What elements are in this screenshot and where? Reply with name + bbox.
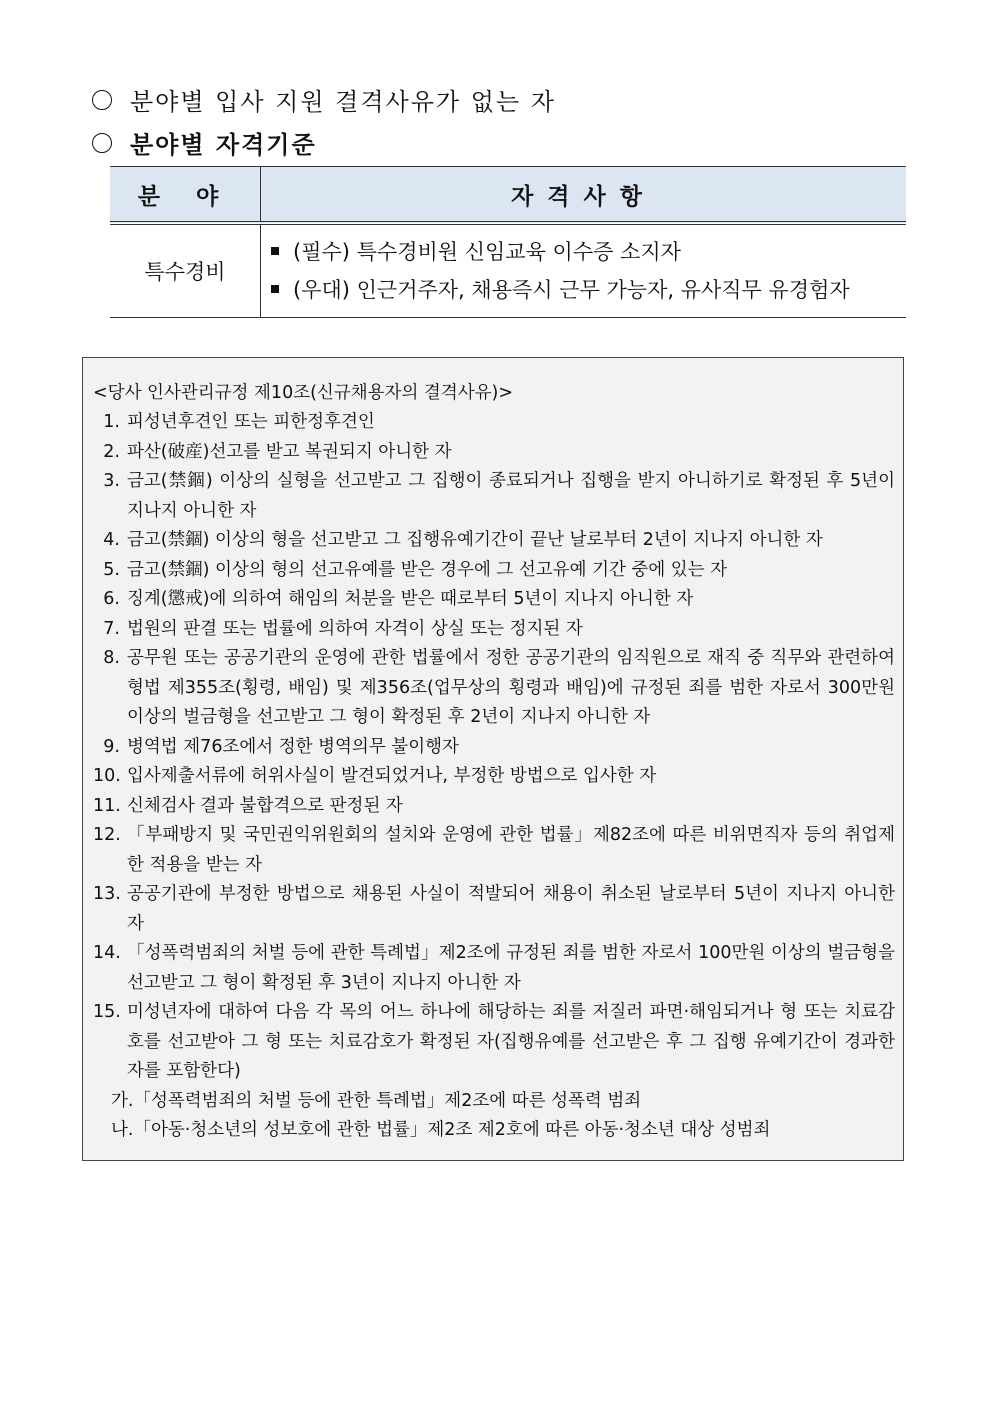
qualification-table: [110, 166, 906, 318]
regulation-item: 5. 금고(禁錮) 이상의 형의 선고유예를 받은 경우에 그 선고유예 기간 중에 있는 자: [103, 559, 728, 580]
header-field: 분 야: [110, 167, 261, 224]
square-bullet-icon: [271, 247, 279, 255]
regulation-item: 9. 병역법 제76조에서 정한 병역의무 불이행자: [103, 736, 459, 757]
regulation-item: 7. 법원의 판결 또는 법률에 의하여 자격이 상실 또는 정지된 자: [103, 618, 583, 639]
header-qualification: 자격사항: [261, 167, 907, 224]
regulation-item: 4. 금고(禁錮) 이상의 형을 선고받고 그 집행유예기간이 끝난 날로부터 2년이 지나지 아니한 자: [103, 530, 823, 550]
square-bullet-icon: [271, 285, 279, 293]
bullet-text: 분야별 입사 지원 결격사유가 없는 자: [130, 88, 556, 116]
qualification-cell: [261, 223, 907, 318]
section-heading: 분야별 자격기준: [130, 130, 317, 159]
regulation-item: 10. 입사제출서류에 허위사실이 발견되었거나, 부정한 방법으로 입사한 자: [93, 766, 657, 786]
regulation-item: 8. 공무원 또는 공공기관의 운영에 관한 법률에서 정한 공공기관의 임직원으로 재직 중 직무와 관련하여 형법 제355조(횡령, 배임) 및 제356조(업무상의 횡령과 배임)에 규정된 죄를 범한 자로서 300만원 이상의 벌금형을 선고받고 그 형이 확정된 후 2년이 지나지 아니한 자: [103, 648, 895, 727]
regulation-item: 1. 피성년후견인 또는 피한정후견인: [103, 412, 375, 432]
regulation-item: 14. 「성폭력범죄의 처벌 등에 관한 특례법」제2조에 규정된 죄를 범한 자로서 100만원 이상의 벌금형을 선고받고 그 형이 확정된 후 3년이 지나지 아니한 자: [93, 943, 895, 993]
regulation-box: [82, 357, 904, 1161]
regulation-item: 13. 공공기관에 부정한 방법으로 채용된 사실이 적발되어 채용이 취소된 날로부터 5년이 지나지 아니한 자: [93, 884, 895, 934]
circle-bullet-icon: [92, 133, 112, 153]
field-cell: 특수경비: [110, 223, 261, 318]
regulation-item: 15. 미성년자에 대하여 다음 각 목의 어느 하나에 해당하는 죄를 저질러 파면·해임되거나 형 또는 치료감호를 선고받아 그 형 또는 치료감호가 확정된 자(집행유예를 선고받은 후 그 집행 유예기간이 경과한 자를 포함한다): [93, 1002, 895, 1081]
regulation-subitem-a: 가.「성폭력범죄의 처벌 등에 관한 특례법」제2조에 따른 성폭력 범죄: [111, 1090, 642, 1111]
circle-bullet-icon: [92, 90, 112, 110]
regulation-subitem-b: 나.「아동·청소년의 성보호에 관한 법률」제2조 제2호에 따른 아동·청소년 대상 성범죄: [111, 1120, 771, 1140]
regulation-item: 6. 징계(懲戒)에 의하여 해임의 처분을 받은 때로부터 5년이 지나지 아니한 자: [103, 589, 694, 609]
regulation-title: <당사 인사관리규정 제10조(신규채용자의 결격사유)>: [93, 383, 514, 403]
bullet-no-disqualification: [92, 82, 556, 117]
table-header-row: [110, 167, 906, 224]
regulation-item: 11. 신체검사 결과 불합격으로 판정된 자: [93, 795, 403, 816]
list-item: (필수) 특수경비원 신임교육 이수증 소지자: [271, 233, 906, 271]
regulation-item: 2. 파산(破産)선고를 받고 복권되지 아니한 자: [103, 441, 452, 462]
list-item: (우대) 인근거주자, 채용즉시 근무 가능자, 유사직무 유경험자: [271, 271, 906, 309]
regulation-item: 3. 금고(禁錮) 이상의 실형을 선고받고 그 집행이 종료되거나 집행을 받지 아니하기로 확정된 후 5년이 지나지 아니한 자: [103, 471, 895, 521]
regulation-item: 12. 「부패방지 및 국민권익위원회의 설치와 운영에 관한 법률」제82조에 따른 비위면직자 등의 취업제한 적용을 받는 자: [93, 825, 895, 875]
table-row: [110, 223, 906, 318]
bullet-qualification-heading: [92, 125, 317, 160]
